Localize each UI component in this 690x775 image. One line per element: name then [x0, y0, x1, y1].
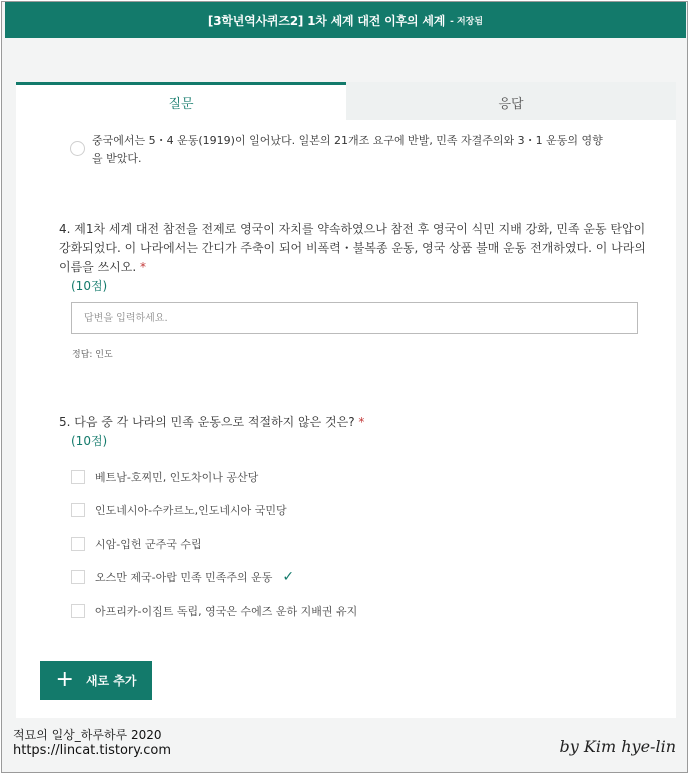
- option-indonesia[interactable]: [71, 494, 357, 528]
- question-4-points: (10점): [71, 279, 108, 293]
- author-signature: by Kim hye-lin: [559, 737, 676, 756]
- checkbox[interactable]: [71, 470, 85, 484]
- answer-input[interactable]: [71, 302, 638, 334]
- plus-icon: +: [55, 666, 74, 692]
- checkbox[interactable]: [71, 537, 85, 551]
- prev-radio-option[interactable]: [70, 132, 610, 168]
- option-label: 시암-입헌 군주국 수립: [95, 537, 202, 551]
- option-label: 아프리카-이집트 독립, 영국은 수에즈 운하 지배권 유지: [95, 604, 358, 618]
- option-vietnam[interactable]: [71, 460, 357, 494]
- tab-questions[interactable]: 질문: [16, 82, 346, 120]
- radio-button[interactable]: [70, 141, 85, 156]
- question-5: [59, 413, 649, 450]
- tab-bar: [16, 82, 676, 120]
- option-siam[interactable]: [71, 527, 357, 561]
- question-5-text: 5. 다음 중 각 나라의 민족 운동으로 적절하지 않은 것은? *: [59, 415, 365, 429]
- correct-answer: 정답: 인도: [72, 350, 113, 360]
- form-card: [16, 82, 676, 718]
- option-africa[interactable]: [71, 594, 357, 628]
- option-label: 오스만 제국-아랍 민족 민족주의 운동: [95, 571, 273, 585]
- question-4: [59, 220, 649, 295]
- question-4-text: 4. 제1차 세계 대전 참전을 전제로 영국이 자치를 약속하였으나 참전 후 영국이 식민 지배 강화, 민족 운동 탄압이 강화되었다. 이 나라에서는 간디가 주축이 되어 비폭력・불복종 운동, 영국 상품 불매 운동 전개하였다. 이 나라의 이름을 쓰시오. *: [59, 222, 646, 274]
- tab-responses[interactable]: 응답: [346, 82, 676, 120]
- form-title: [3학년역사퀴즈2] 1차 세계 대전 이후의 세계: [207, 13, 446, 28]
- option-label: 베트남-호찌민, 인도차이나 공산당: [95, 470, 259, 484]
- question-5-options: [71, 460, 357, 628]
- form-header: [5, 2, 686, 38]
- required-mark: *: [358, 415, 365, 429]
- question-5-points: (10점): [71, 434, 108, 448]
- checkmark-icon: ✓: [282, 569, 295, 586]
- checkbox[interactable]: [71, 604, 85, 618]
- add-new-button[interactable]: [40, 661, 152, 700]
- blog-url: https://lincat.tistory.com: [13, 743, 172, 758]
- required-mark: *: [140, 260, 147, 274]
- checkbox[interactable]: [71, 570, 85, 584]
- blog-title: 적묘의 일상_하루하루 2020: [13, 728, 162, 742]
- option-label: 인도네시아-수카르노,인도네시아 국민당: [95, 504, 287, 518]
- save-status: - 저장됨: [450, 16, 484, 27]
- checkbox[interactable]: [71, 503, 85, 517]
- option-ottoman[interactable]: [71, 561, 357, 595]
- add-new-label: 새로 추가: [85, 674, 137, 688]
- prev-option-label: 중국에서는 5・4 운동(1919)이 일어났다. 일본의 21개조 요구에 반발, 민족 자결주의와 3・1 운동의 영향을 받았다.: [92, 134, 603, 165]
